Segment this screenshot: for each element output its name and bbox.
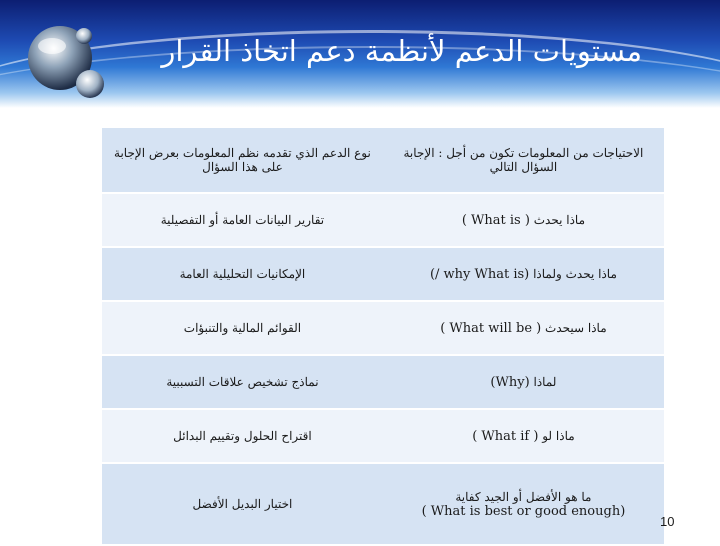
row-support-type: القوائم المالية والتنبؤات [101, 301, 383, 355]
row-support-type: اختيار البديل الأفضل [101, 463, 383, 545]
row-question-en: (/ why What is) [429, 266, 530, 282]
row-question-ar: ماذا لو [542, 428, 575, 443]
title-banner [0, 0, 720, 108]
row-info-need [383, 355, 664, 409]
row-question-en: ( What if ) [472, 428, 539, 444]
row-support-type: نماذج تشخيص علاقات التسببية [101, 355, 383, 409]
row-question-en: (Why) [490, 374, 530, 390]
table-row [101, 463, 664, 545]
row-question-ar: لماذا [533, 374, 557, 389]
row-info-need [383, 193, 664, 247]
row-question-ar: ماذا يحدث [533, 212, 586, 227]
header-cell-support-type: نوع الدعم الذي تقدمه نظم المعلومات بعرض الإجابة على هذا السؤال [101, 128, 383, 193]
row-info-need [383, 409, 664, 463]
row-info-need [383, 247, 664, 301]
row-question-en: ( What is best or good enough) [421, 503, 626, 519]
globe-logo-icon [20, 14, 112, 106]
row-question-ar: ماذا سيحدث [545, 320, 607, 335]
row-info-need [383, 301, 664, 355]
table-row [101, 247, 664, 301]
table-row [101, 355, 664, 409]
row-question-en: ( What will be ) [440, 320, 542, 336]
row-question-ar: ما هو الأفضل أو الجيد كفاية [455, 489, 592, 504]
table-header-row [101, 128, 664, 193]
row-support-type: اقتراح الحلول وتقييم البدائل [101, 409, 383, 463]
row-question-en: ( What is ) [461, 212, 530, 228]
row-support-type: تقارير البيانات العامة أو التفصيلية [101, 193, 383, 247]
slide-title: مستويات الدعم لأنظمة دعم اتخاذ القرار [161, 34, 642, 68]
page-number: 10 [660, 514, 675, 529]
table-row [101, 301, 664, 355]
header-cell-info-needs: الاحتياجات من المعلومات تكون من أجل : الإجابة السؤال التالي [383, 128, 664, 193]
support-levels-table [100, 128, 664, 546]
row-question-ar: ماذا يحدث ولماذا [533, 266, 617, 281]
row-info-need [383, 463, 664, 545]
table-row [101, 409, 664, 463]
row-support-type: الإمكانيات التحليلية العامة [101, 247, 383, 301]
table-row [101, 193, 664, 247]
